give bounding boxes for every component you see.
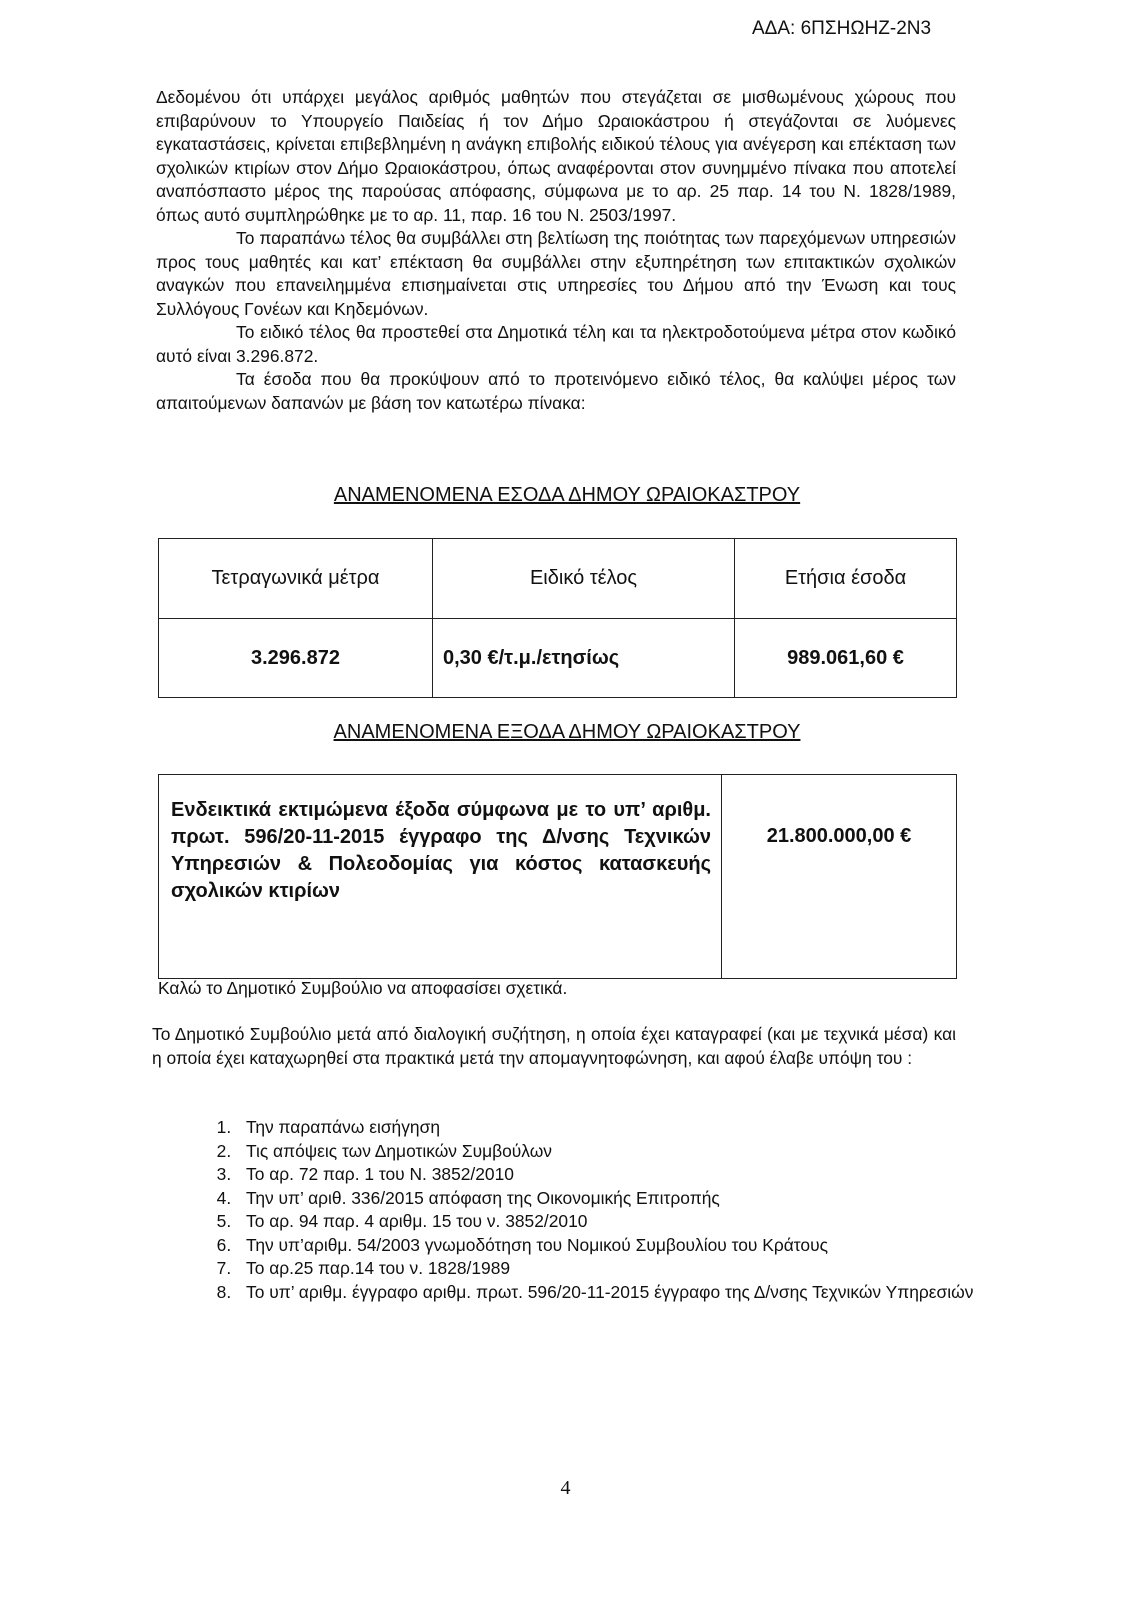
list-item: 7. Το αρ.25 παρ.14 του ν. 1828/1989 [236, 1257, 1036, 1281]
page-number: 4 [560, 1477, 571, 1499]
cell-expense-description: Ενδεικτικά εκτιμώμενα έξοδα σύμφωνα με το υπ’ αριθμ. πρωτ. 596/20-11-2015 έγγραφο της Δ/νσης Τεχνικών Υπηρεσιών & Πολεοδομίας για κόστος κατασκευής σχολικών κτιρίων [159, 775, 722, 979]
intro-text [156, 86, 956, 415]
paragraph: Δεδομένου ότι υπάρχει μεγάλος αριθμός μαθητών που στεγάζεται σε μισθωμένους χώρους που επιβαρύνουν το Υπουργείο Παιδείας ή τον Δήμο Ωραιοκάστρου ή στεγάζονται σε λυόμενες εγκαταστάσεις, κρίνεται επιβεβλημένη η ανάγκη επιβολής ειδικού τέλους για ανέγερση και επέκταση των σχολικών κτιρίων στον Δήμο Ωραιοκάστρου, όπως αναφέρονται στον συνημμένο πίνακα που αποτελεί αναπόσπαστο μέρος της παρούσας απόφασης, σύμφωνα με το αρ. 25 παρ. 14 του Ν. 1828/1989, όπως αυτό συμπληρώθηκε με το αρ. 11, παρ. 16 του Ν. 2503/1997. [156, 87, 956, 225]
paragraph: Το ειδικό τέλος θα προστεθεί στα Δημοτικά τέλη και τα ηλεκτροδοτούμενα μέτρα στον κωδικό αυτό είναι 3.296.872. [156, 322, 956, 366]
cell-special-fee: 0,30 €/τ.μ./ετησίως [433, 619, 735, 698]
list-item: 5. Το αρ. 94 παρ. 4 αριθμ. 15 του ν. 3852/2010 [236, 1210, 1036, 1234]
table-header-row [159, 539, 957, 619]
list-item: 6. Την υπ’αριθμ. 54/2003 γνωμοδότηση του Νομικού Συμβουλίου του Κράτους [236, 1234, 1036, 1258]
header-square-meters: Τετραγωνικά μέτρα [159, 539, 433, 619]
council-paragraph: Το Δημοτικό Συμβούλιο μετά από διαλογική συζήτηση, η οποία έχει καταγραφεί (και με τεχνικά μέσα) και η οποία έχει καταχωρηθεί στα πρακτικά μετά την απομαγνητοφώνηση, και αφού έλαβε υπόψη του : [152, 1024, 956, 1068]
paragraph: Το παραπάνω τέλος θα συμβάλλει στη βελτίωση της ποιότητας των παρεχόμενων υπηρεσιών προς τους μαθητές και κατ’ επέκταση θα συμβάλλει στην εξυπηρέτηση των επιτακτικών σχολικών αναγκών που επανειλημμένα επισημαίνεται στις υπηρεσίες του Δήμου από την Ένωση και τους Συλλόγους Γονέων και Κηδεμόνων. [156, 228, 956, 319]
ada-code: ΑΔΑ: 6ΠΣΗΩΗΖ-2Ν3 [752, 18, 932, 39]
paragraph: Τα έσοδα που θα προκύψουν από το προτεινόμενο ειδικό τέλος, θα καλύψει μέρος των απαιτούμενων δαπανών με βάση τον κατωτέρω πίνακα: [156, 369, 956, 413]
expenses-table [158, 774, 957, 979]
cell-expense-amount: 21.800.000,00 € [722, 775, 957, 979]
cell-square-meters: 3.296.872 [159, 619, 433, 698]
list-item: 3. Το αρ. 72 παρ. 1 του Ν. 3852/2010 [236, 1163, 1036, 1187]
header-annual-revenue: Ετήσια έσοδα [735, 539, 957, 619]
list-item: 1. Την παραπάνω εισήγηση [236, 1116, 1036, 1140]
considerations-list [156, 1116, 1036, 1304]
header-special-fee: Ειδικό τέλος [433, 539, 735, 619]
expenses-title: ΑΝΑΜΕΝΟΜΕΝΑ ΕΞΟΔΑ ΔΗΜΟΥ ΩΡΑΙΟΚΑΣΤΡΟΥ [333, 721, 801, 743]
list-item: 2. Τις απόψεις των Δημοτικών Συμβούλων [236, 1140, 1036, 1164]
list-item: 4. Την υπ’ αριθ. 336/2015 απόφαση της Οικονομικής Επιτροπής [236, 1187, 1036, 1211]
table-row [159, 775, 957, 979]
table-row [159, 619, 957, 698]
cell-annual-revenue: 989.061,60 € [735, 619, 957, 698]
revenue-table [158, 538, 957, 698]
call-to-council: Καλώ το Δημοτικό Συμβούλιο να αποφασίσει σχετικά. [158, 978, 568, 998]
list-item: 8. Το υπ’ αριθμ. έγγραφο αριθμ. πρωτ. 596/20-11-2015 έγγραφο της Δ/νσης Τεχνικών Υπηρεσιών [236, 1281, 1036, 1305]
revenue-title: ΑΝΑΜΕΝΟΜΕΝΑ ΕΣΟΔΑ ΔΗΜΟΥ ΩΡΑΙΟΚΑΣΤΡΟΥ [333, 484, 801, 506]
